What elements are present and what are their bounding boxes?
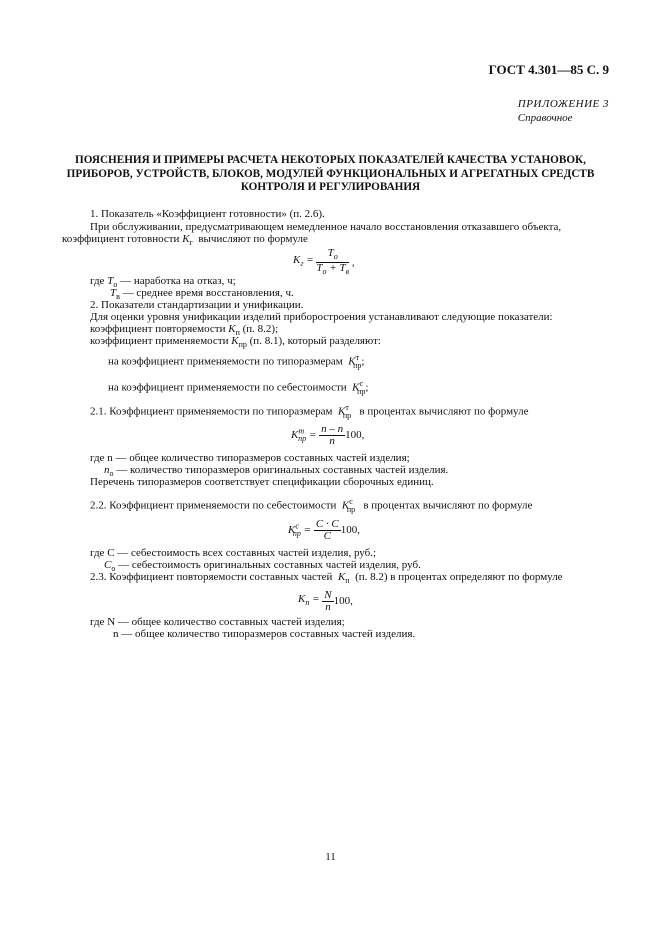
formula-availability: $K_г$ = $\frac{T_о}{T_о + T_в}$ , bbox=[293, 247, 355, 277]
formula-repeatability: $K_п$ = $\frac{N}{n}$ 100, bbox=[298, 589, 353, 613]
paragraph: 2.3. Коэффициент повторяемости составных частей $K_п$ (п. 8.2) в процентах определяют по формуле bbox=[90, 571, 563, 586]
paragraph: коэффициент применяемости $K_{пр}$ (п. 8.1), который разделяют: bbox=[90, 335, 381, 350]
definition: где n — общее количество типоразмеров составных частей изделия; bbox=[90, 452, 410, 464]
paragraph: 2. Показатели стандартизации и унификации. bbox=[90, 299, 304, 311]
definition: где N — общее количество составных частей изделия; bbox=[90, 616, 345, 628]
definition: где $T_о$ — наработка на отказ, ч; bbox=[90, 275, 236, 290]
appendix-label: ПРИЛОЖЕНИЕ 3 bbox=[517, 98, 609, 110]
definition: n — общее количество типоразмеров составных частей изделия. bbox=[113, 628, 416, 640]
definition: $n_о$ — количество типоразмеров оригинальных составных частей изделия. bbox=[104, 464, 449, 479]
paragraph: 2.2. Коэффициент применяемости по себестоимости $K^с_{пр}$ в процентах вычисляют по формуле bbox=[90, 497, 533, 514]
list-item: на коэффициент применяемости по типоразмерам $K^т_{пр}$; bbox=[108, 353, 365, 370]
section-title bbox=[60, 154, 601, 195]
formula-typesize: $K^т_{пр}$ = $\frac{n - n}{n}$ 100, bbox=[291, 423, 365, 447]
paragraph: Для оценки уровня унификации изделий приборостроения устанавливают следующие показатели: bbox=[90, 311, 553, 323]
paragraph: При обслуживании, предусматривающем немедленное начало восстановления отказавшего объекта, bbox=[90, 221, 562, 233]
appendix-block bbox=[518, 98, 609, 125]
appendix-type: Справочное bbox=[517, 112, 573, 124]
paragraph: 1. Показатель «Коэффициент готовности» (п. 2.6). bbox=[90, 208, 325, 220]
definition: $T_в$ — среднее время восстановления, ч. bbox=[110, 287, 294, 302]
paragraph: 2.1. Коэффициент применяемости по типоразмерам $K^т_{пр}$ в процентах вычисляют по формуле bbox=[90, 403, 529, 420]
page-number: 11 bbox=[325, 851, 336, 863]
title-line: ПРИБОРОВ, УСТРОЙСТВ, БЛОКОВ, МОДУЛЕЙ ФУНКЦИОНАЛЬНЫХ И АГРЕГАТНЫХ СРЕДСТВ bbox=[66, 167, 595, 180]
definition: $C_о$ — себестоимость оригинальных составных частей изделия, руб. bbox=[104, 559, 421, 574]
paragraph: коэффициент повторяемости $K_п$ (п. 8.2); bbox=[90, 323, 279, 338]
list-item: на коэффициент применяемости по себестоимости $K^с_{пр}$; bbox=[108, 379, 369, 396]
paragraph: коэффициент готовности $K_г$ вычисляют по формуле bbox=[62, 233, 308, 248]
standard-header: ГОСТ 4.301—85 С. 9 bbox=[488, 62, 609, 77]
title-line: КОНТРОЛЯ И РЕГУЛИРОВАНИЯ bbox=[240, 181, 421, 193]
definition: где C — себестоимость всех составных частей изделия, руб.; bbox=[90, 547, 377, 559]
title-line: ПОЯСНЕНИЯ И ПРИМЕРЫ РАСЧЕТА НЕКОТОРЫХ ПОКАЗАТЕЛЕЙ КАЧЕСТВА УСТАНОВОК, bbox=[75, 154, 586, 166]
paragraph: Перечень типоразмеров соответствует спецификации сборочных единиц. bbox=[90, 476, 434, 488]
formula-cost: $K^с_{пр}$ = $\frac{C \cdot C}{C}$ 100, bbox=[288, 518, 361, 542]
